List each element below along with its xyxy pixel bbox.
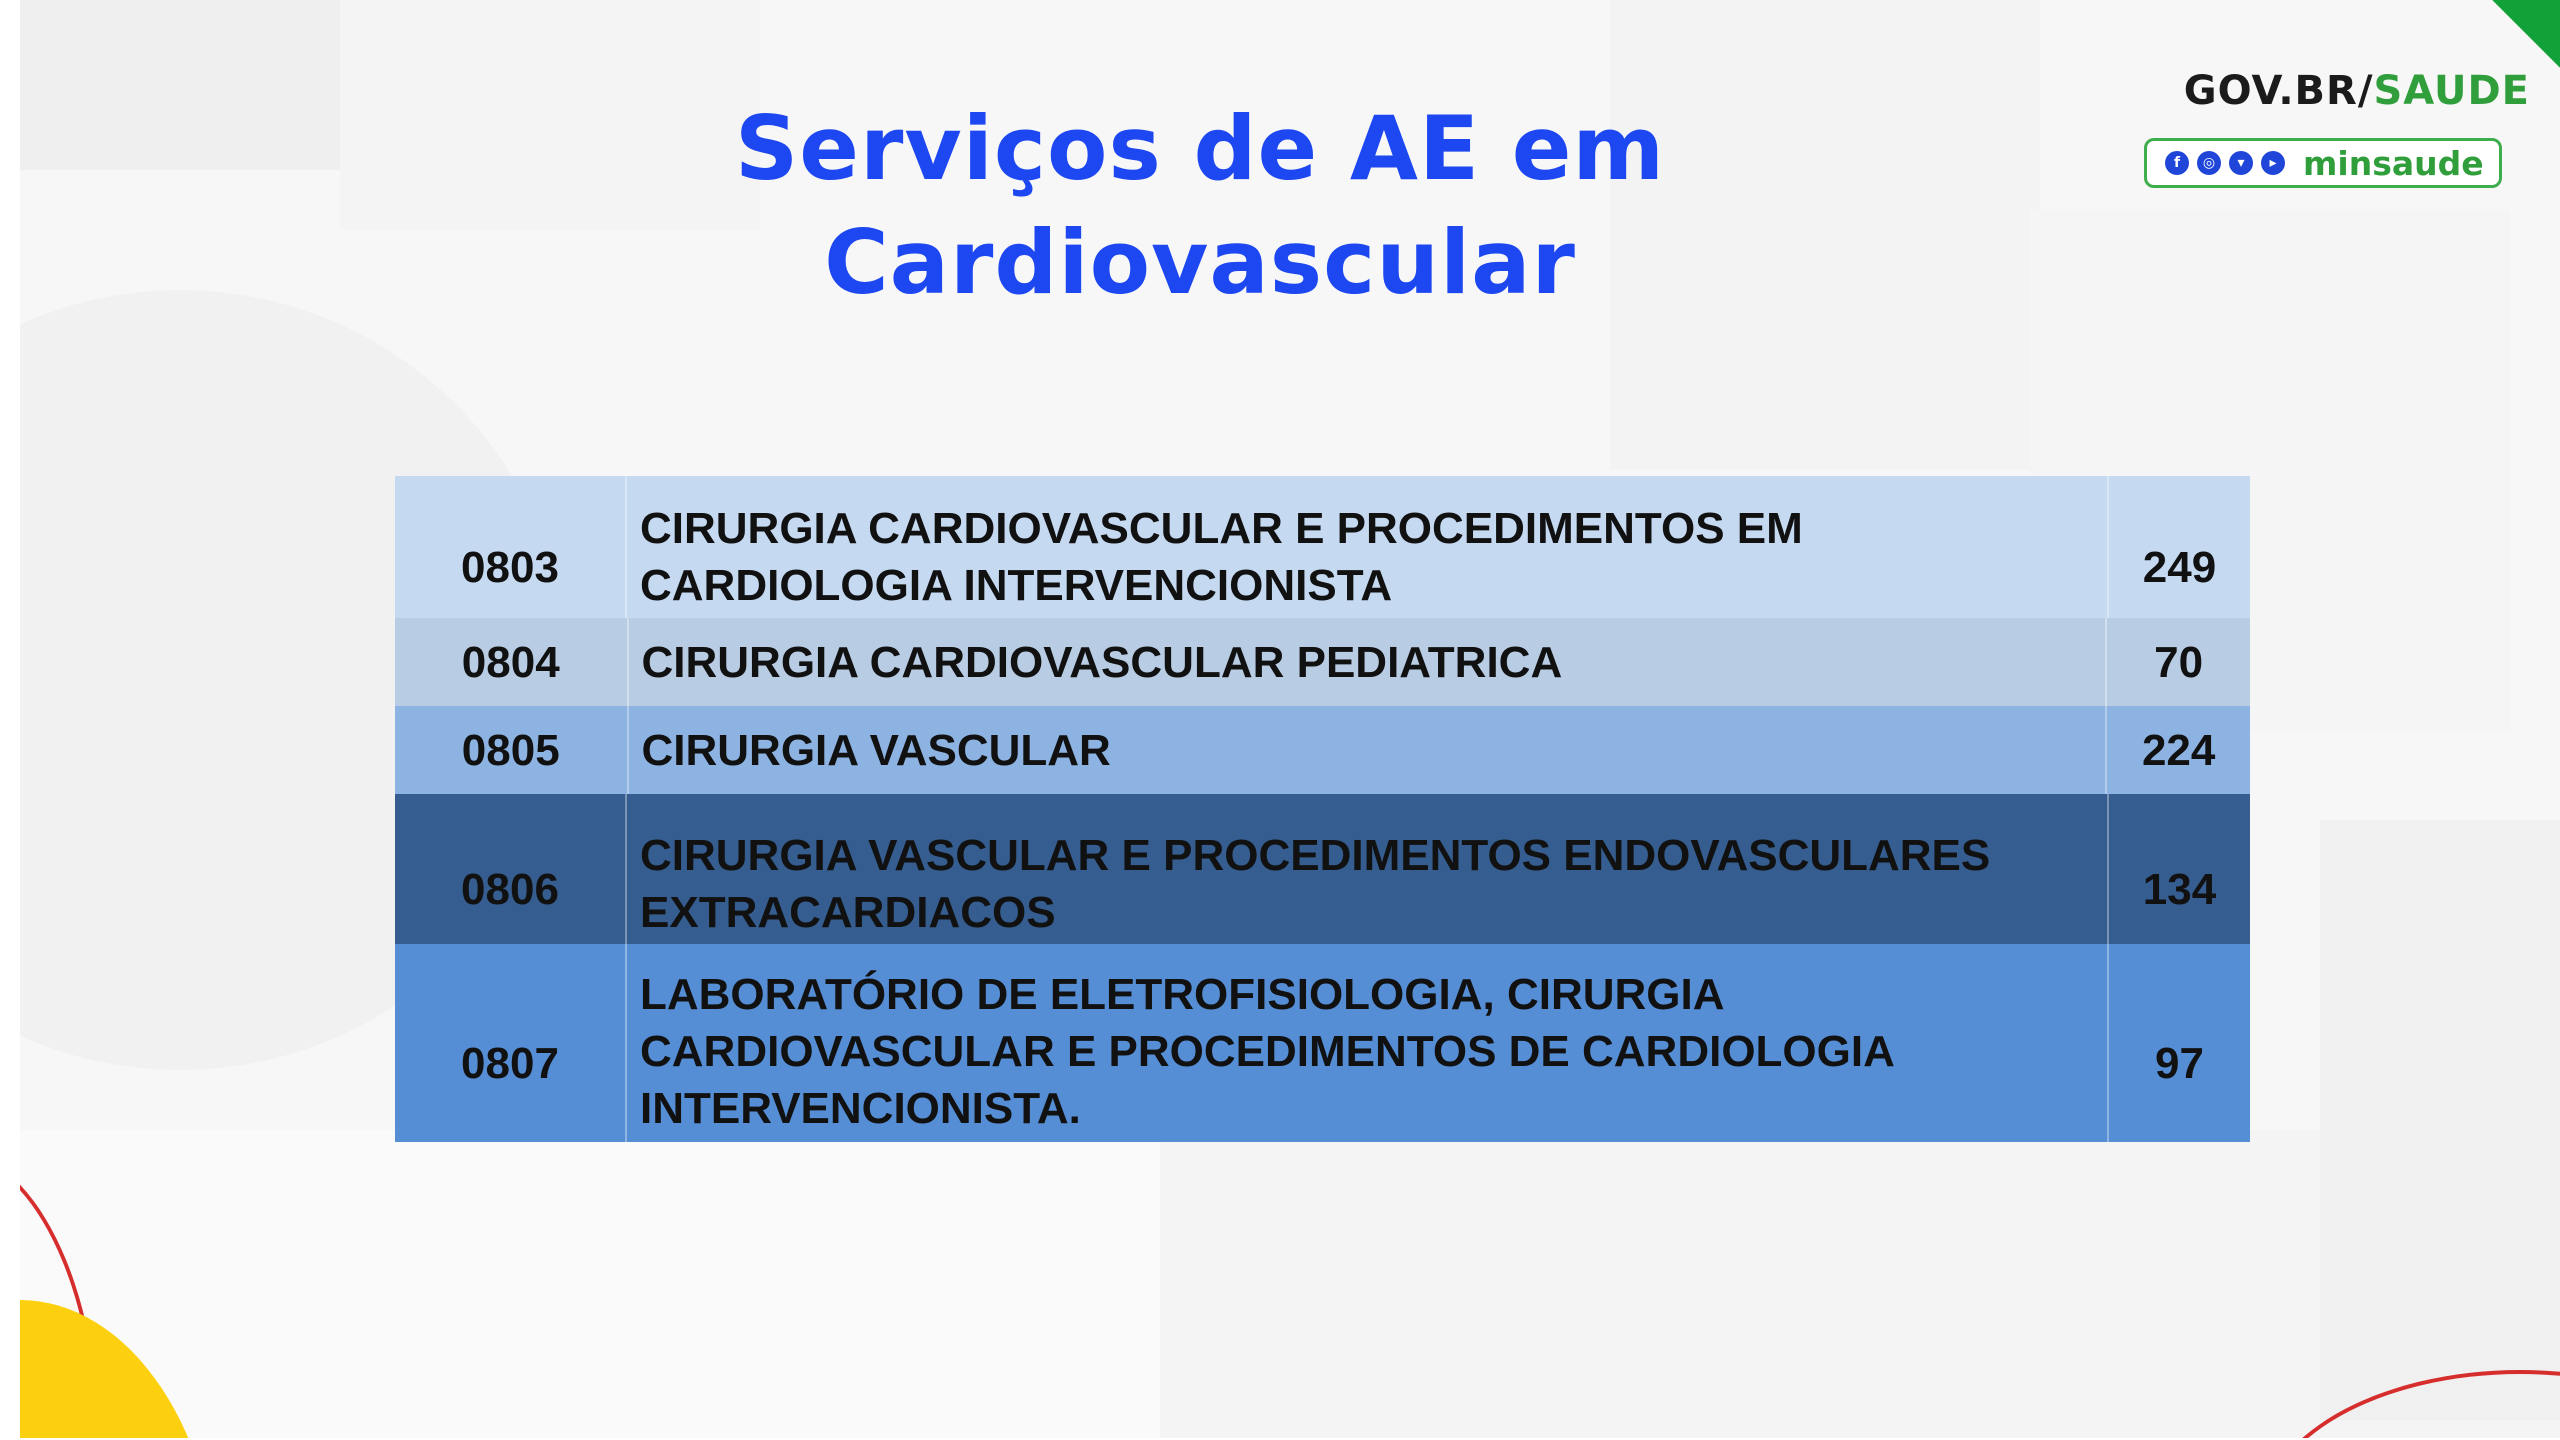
row-code: 0804 (395, 618, 629, 706)
table-row (395, 944, 2250, 1142)
brand-slash: / (2357, 68, 2374, 114)
row-count: 134 (2107, 794, 2250, 944)
background-shape (20, 0, 340, 170)
twitter-icon: ▾ (2229, 151, 2253, 175)
services-table (395, 476, 2250, 1142)
table-row (395, 618, 2250, 706)
row-description: CIRURGIA VASCULAR (641, 725, 1111, 775)
facebook-icon: f (2165, 151, 2189, 175)
row-description: CIRURGIA CARDIOVASCULAR E PROCEDIMENTOS EM CARDIOLOGIA INTERVENCIONISTA (640, 504, 1803, 610)
table-row (395, 794, 2250, 944)
row-code: 0807 (395, 944, 627, 1142)
instagram-icon: ◎ (2197, 151, 2221, 175)
row-description: CIRURGIA CARDIOVASCULAR PEDIATRICA (641, 637, 1563, 687)
row-description: CIRURGIA VASCULAR E PROCEDIMENTOS ENDOVASCULARES EXTRACARDIACOS (640, 831, 1991, 937)
brand-saude: SAUDE (2373, 68, 2530, 114)
table-row (395, 476, 2250, 618)
row-count: 249 (2107, 476, 2250, 618)
background-shape (2320, 820, 2560, 1420)
youtube-icon: ▸ (2261, 151, 2285, 175)
row-code: 0803 (395, 476, 627, 618)
row-count: 97 (2107, 944, 2250, 1142)
social-handle: minsaude (2303, 143, 2484, 183)
row-code: 0805 (395, 706, 629, 794)
gov-br-saude-logo (2170, 68, 2530, 114)
row-count: 224 (2105, 706, 2250, 794)
slide-title: Serviços de AE em Cardiovascular (734, 97, 1666, 314)
row-code: 0806 (395, 794, 627, 944)
brand-gov: GOV.BR (2183, 68, 2358, 114)
social-handle-badge (2144, 138, 2502, 188)
row-count: 70 (2105, 618, 2250, 706)
green-corner-accent (2487, 0, 2560, 73)
slide (20, 0, 2560, 1438)
row-description: LABORATÓRIO DE ELETROFISIOLOGIA, CIRURGIA CARDIOVASCULAR E PROCEDIMENTOS DE CARDIOLOGIA INTERVENCIONISTA. (640, 969, 1894, 1133)
background-shape (20, 1130, 1160, 1438)
table-row (395, 706, 2250, 794)
